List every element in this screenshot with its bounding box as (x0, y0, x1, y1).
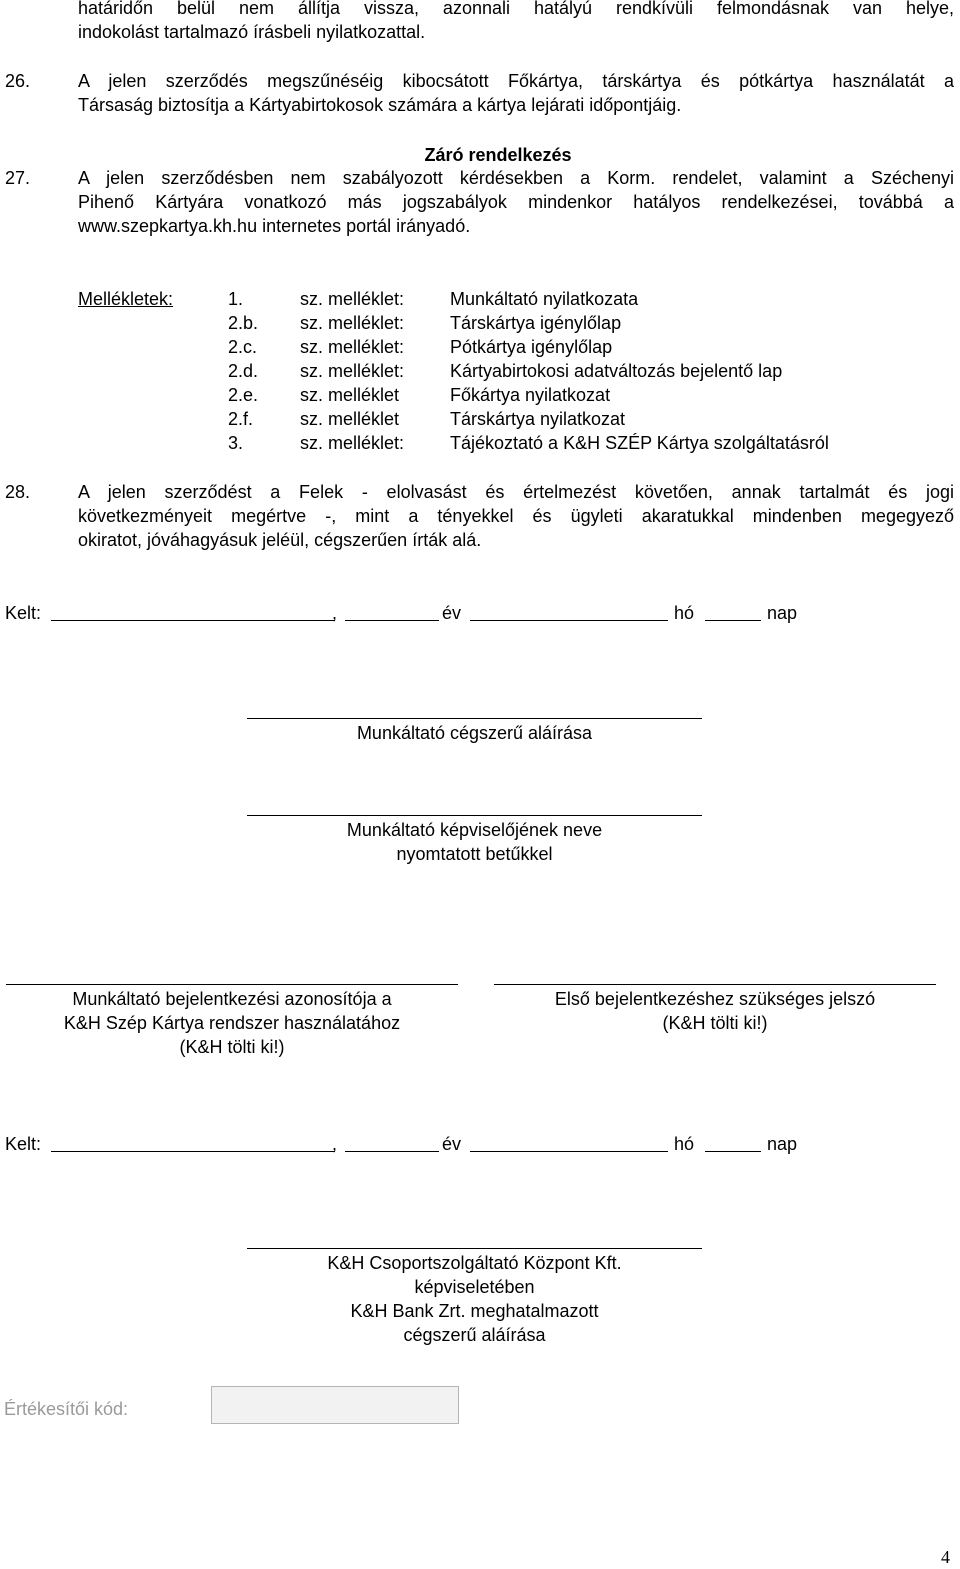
paragraph-27-line-3: www.szepkartya.kh.hu internetes portál irányadó. (78, 216, 471, 236)
login-id-label (6, 987, 458, 1059)
annex-title: Társkártya igénylőlap (450, 313, 622, 333)
kelt-label: Kelt: (5, 603, 42, 623)
signature-line[interactable] (247, 718, 702, 719)
annex-number: 2.f. (228, 409, 254, 429)
kelt-label: Kelt: (5, 1134, 42, 1154)
month-blank[interactable] (470, 620, 668, 621)
annex-number: 2.c. (228, 337, 258, 357)
month-label: hó (674, 1134, 695, 1154)
paragraph-28 (0, 480, 960, 552)
paragraph-27-line-2: Pihenő Kártyára vonatkozó más jogszabályok mindenkor hatályos rendelkezései, továbbá a (78, 192, 954, 212)
section-title: Záró rendelkezés (424, 145, 572, 165)
representative-name-line[interactable] (247, 815, 702, 816)
paragraph-number: 26. (5, 71, 31, 91)
employer-representative-label-line-1: Munkáltató képviselőjének neve (346, 820, 603, 840)
login-id-line[interactable] (6, 984, 458, 985)
sales-code-label: Értékesítői kód: (4, 1399, 129, 1419)
year-label: év (442, 1134, 462, 1154)
page-number: 4 (941, 1547, 950, 1567)
year-label: év (442, 603, 462, 623)
password-label-line-2: (K&H tölti ki!) (662, 1013, 768, 1033)
annex-number: 3. (228, 433, 244, 453)
paragraph-number: 28. (5, 482, 31, 502)
paragraph-26 (0, 69, 960, 117)
intro-paragraph (78, 0, 954, 44)
day-blank[interactable] (705, 620, 761, 621)
kh-signature-label-line-2: képviseletében (414, 1277, 535, 1297)
paragraph-26-line-2: Társaság biztosítja a Kártyabirtokosok számára a kártya lejárati időpontjáig. (78, 95, 682, 115)
annex-sz: sz. melléklet (300, 385, 400, 405)
paragraph-27 (0, 166, 960, 238)
date-line (5, 601, 905, 625)
kh-signature-label-line-3: K&H Bank Zrt. meghatalmazott (350, 1301, 599, 1321)
employer-representative-label-line-2: nyomtatott betűkkel (396, 844, 553, 864)
paragraph-28-line-1: A jelen szerződést a Felek - elolvasást és értelmezést követően, annak tartalmát és jogi (78, 482, 954, 502)
annex-number: 1. (228, 289, 244, 309)
day-label: nap (767, 1134, 798, 1154)
day-blank[interactable] (705, 1151, 761, 1152)
kh-signature-label-line-4: cégszerű aláírása (403, 1325, 546, 1345)
date-line (5, 1132, 905, 1156)
annex-title: Kártyabirtokosi adatváltozás bejelentő lap (450, 361, 783, 381)
password-label-line-1: Első bejelentkezéshez szükséges jelszó (554, 989, 876, 1009)
annex-list-label: Mellékletek: (78, 289, 174, 309)
paragraph-number: 27. (5, 168, 31, 188)
intro-line-1: határidőn belül nem állítja vissza, azonnali hatályú rendkívüli felmondásnak van helye, (78, 0, 954, 18)
annex-number: 2.e. (228, 385, 259, 405)
annex-number: 2.d. (228, 361, 259, 381)
month-label: hó (674, 603, 695, 623)
month-blank[interactable] (470, 1151, 668, 1152)
sales-code-input[interactable] (211, 1386, 459, 1424)
employer-representative-label (247, 818, 702, 866)
annex-sz: sz. melléklet: (300, 337, 405, 357)
intro-line-2: indokolást tartalmazó írásbeli nyilatkozattal. (78, 22, 426, 42)
annex-title: Társkártya nyilatkozat (450, 409, 626, 429)
annex-sz: sz. melléklet: (300, 313, 405, 333)
login-id-label-line-1: Munkáltató bejelentkezési azonosítója a (72, 989, 392, 1009)
paragraph-28-line-3: okiratot, jóváhagyásuk jeléül, cégszerűen írták alá. (78, 530, 482, 550)
place-blank[interactable] (51, 1151, 335, 1152)
annex-sz: sz. melléklet: (300, 289, 405, 309)
paragraph-28-line-2: következményeit megértve -, mint a tényekkel és ügyleti akaratukkal mindenben megegyező (78, 506, 954, 526)
annex-number: 2.b. (228, 313, 259, 333)
annex-sz: sz. melléklet (300, 409, 400, 429)
annex-title: Tájékoztató a K&H SZÉP Kártya szolgáltatásról (450, 433, 829, 453)
day-label: nap (767, 603, 798, 623)
annex-list (0, 287, 960, 457)
annex-sz: sz. melléklet: (300, 361, 405, 381)
annex-sz: sz. melléklet: (300, 433, 405, 453)
paragraph-27-line-1: A jelen szerződésben nem szabályozott kérdésekben a Korm. rendelet, valamint a Széchenyi (78, 168, 954, 188)
year-blank[interactable] (345, 1151, 439, 1152)
year-blank[interactable] (345, 620, 439, 621)
paragraph-26-line-1: A jelen szerződés megszűnéséig kibocsátott Főkártya, társkártya és pótkártya használatát a (78, 71, 954, 91)
annex-title: Pótkártya igénylőlap (450, 337, 613, 357)
login-id-label-line-3: (K&H tölti ki!) (179, 1037, 285, 1057)
password-line[interactable] (494, 984, 936, 985)
kelt-comma: , (332, 1134, 338, 1154)
annex-title: Munkáltató nyilatkozata (450, 289, 639, 309)
kh-signature-label-line-1: K&H Csoportszolgáltató Központ Kft. (327, 1253, 622, 1273)
kelt-comma: , (332, 603, 338, 623)
login-id-label-line-2: K&H Szép Kártya rendszer használatához (63, 1013, 401, 1033)
employer-signature-label: Munkáltató cégszerű aláírása (356, 723, 593, 743)
kh-signature-label (247, 1251, 702, 1347)
annex-title: Főkártya nyilatkozat (450, 385, 611, 405)
password-label (494, 987, 936, 1035)
place-blank[interactable] (51, 620, 335, 621)
kh-signature-line[interactable] (247, 1248, 702, 1249)
